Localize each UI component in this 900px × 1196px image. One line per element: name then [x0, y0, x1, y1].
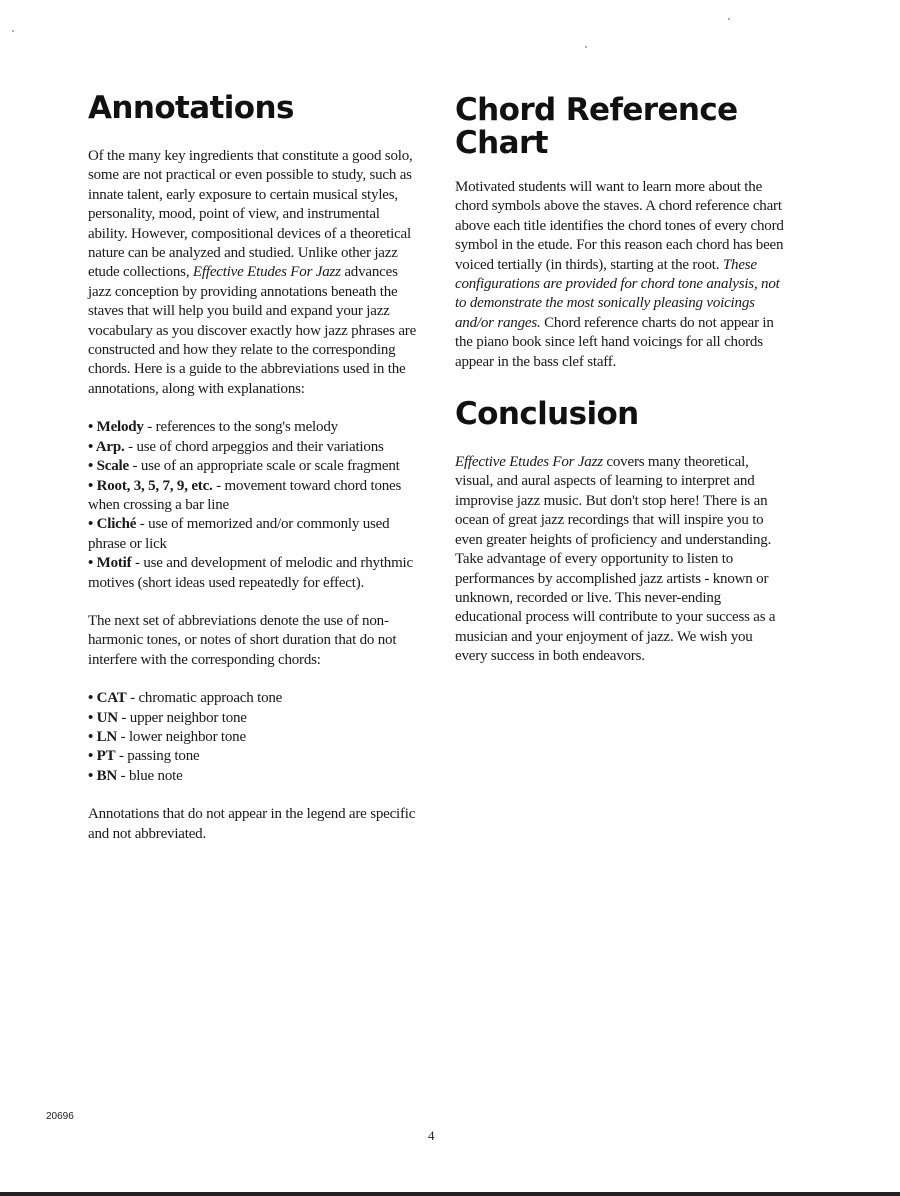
list-item: • Melody - references to the song's melody — [88, 419, 338, 436]
list-item: • BN - blue note — [88, 767, 183, 784]
chord-reference-paragraph: Motivated students will want to learn more about the chord symbols above the staves. A chord reference chart above each title identifies the chord tones of every chord symbol in the etude. For this reason each chord has been voiced tertially (in thirds), starting at the root. These configurations are provided for chord tone analysis, not to demonstrate the most sonically pleasing voicings and/or ranges. Chord reference charts do not appear in the piano book since left hand voicings for all chords appear in the bass clef staff. — [455, 179, 784, 370]
list-item: • Scale - use of an appropriate scale or scale fragment — [88, 458, 400, 475]
annotations-closing-paragraph: Annotations that do not appear in the legend are specific and not abbreviated. — [88, 806, 416, 842]
list-item: • Cliché - use of memorized and/or commonly used phrase or lick — [88, 516, 390, 552]
list-item: • Motif - use and development of melodic and rhythmic motives (short ideas used repeatedly for effect). — [88, 555, 413, 591]
intro-text-end: advances jazz conception by providing annotations beneath the staves that will help you build and expand your jazz vocabulary as you discover exactly how jazz phrases are constructed and how they relate to the corresponding chords. Here is a guide to the abbreviations used in the annotations, along with explanations: — [88, 264, 417, 397]
annotations-column — [88, 92, 418, 863]
conclusion-paragraph: Effective Etudes For Jazz covers many theoretical, visual, and aural aspects of learning to interpret and improvise jazz music. But don't stop here! There is an ocean of great jazz recordings that will inspire you to even greater heights of proficiency and understanding. Take advantage of every opportunity to listen to performances by accomplished jazz artists - known or unknown, recorded or live. This never-ending educational process will contribute to your success as a musician and your enjoyment of jazz. We wish you every success in both endeavors. — [455, 454, 776, 665]
scan-speck — [728, 18, 730, 20]
book-title-italic: Effective Etudes For Jazz — [192, 264, 341, 281]
list-item: • LN - lower neighbor tone — [88, 728, 246, 745]
annotations-intro-paragraph — [88, 147, 418, 399]
annotations-heading: Annotations — [88, 90, 294, 126]
book-title-italic: Effective Etudes For Jazz — [455, 454, 603, 471]
right-column — [455, 94, 785, 686]
list-item: • Arp. - use of chord arpeggios and their variations — [88, 438, 384, 455]
list-item: • Root, 3, 5, 7, 9, etc. - movement toward chord tones when crossing a bar line — [88, 477, 402, 513]
list-item: • PT - passing tone — [88, 748, 200, 765]
list-item: • CAT - chromatic approach tone — [88, 690, 283, 707]
nonharmonic-intro-paragraph: The next set of abbreviations denote the use of non-harmonic tones, or notes of short duration that do not interfere with the corresponding chords: — [88, 612, 397, 668]
list-item: • UN - upper neighbor tone — [88, 709, 247, 726]
annotation-abbreviation-list — [88, 418, 418, 593]
page-bottom-border — [0, 1192, 900, 1196]
conclusion-heading: Conclusion — [455, 396, 639, 433]
configuration-note-italic: These configurations are provided for chord tone analysis, not to demonstrate the most sonically pleasing voicings and/or ranges. — [455, 256, 780, 331]
scan-speck — [12, 30, 14, 32]
catalog-number: 20696 — [46, 1111, 74, 1122]
intro-text-start: Of the many key ingredients that constitute a good solo, some are not practical or even possible to study, such as innate talent, early exposure to certain musical styles, personality, mood, point of view, and instrumental ability. However, compositional devices of a theoretical nature can be analyzed and studied. Unlike other jazz etude collections, — [88, 148, 413, 281]
nonharmonic-abbreviation-list — [88, 689, 418, 786]
scan-speck — [585, 46, 587, 48]
page-number: 4 — [428, 1128, 435, 1143]
chord-reference-heading: Chord Reference Chart — [455, 92, 738, 161]
